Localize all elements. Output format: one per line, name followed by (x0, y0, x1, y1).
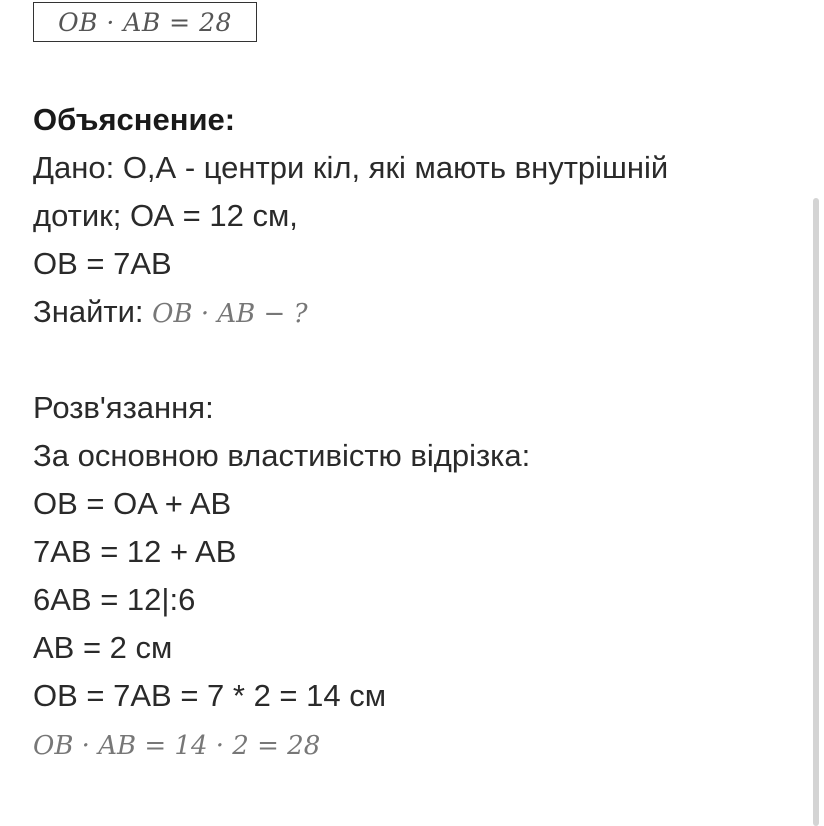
explanation-heading: Объяснение: (33, 102, 236, 137)
answer-box (33, 2, 257, 42)
final-line (33, 720, 793, 768)
given-line-3: OB = 7AB (33, 246, 172, 281)
find-formula: OB · AB − ? (152, 299, 308, 329)
step-2: 7AB = 12 + AB (33, 534, 237, 569)
answer-formula: OB · AB = 28 (58, 7, 232, 37)
blank-spacer (33, 336, 793, 384)
solution-heading: Розв'язання: (33, 390, 214, 425)
vertical-scrollbar[interactable] (813, 198, 819, 826)
step-5: OB = 7AB = 7 * 2 = 14 см (33, 678, 387, 713)
final-formula: OB · AB = 14 · 2 = 28 (33, 731, 321, 761)
step-1: OB = OA + AB (33, 486, 232, 521)
explanation-section (33, 96, 793, 768)
step-3: 6AB = 12|:6 (33, 582, 196, 617)
find-label: Знайти: (33, 294, 144, 329)
step-4: AB = 2 см (33, 630, 173, 665)
given-line-1: Дано: О,А - центри кіл, які мають внутрішній (33, 150, 669, 185)
given-line-2: дотик; ОА = 12 см, (33, 198, 298, 233)
property-line: За основною властивістю відрізка: (33, 438, 531, 473)
find-line (33, 288, 793, 336)
